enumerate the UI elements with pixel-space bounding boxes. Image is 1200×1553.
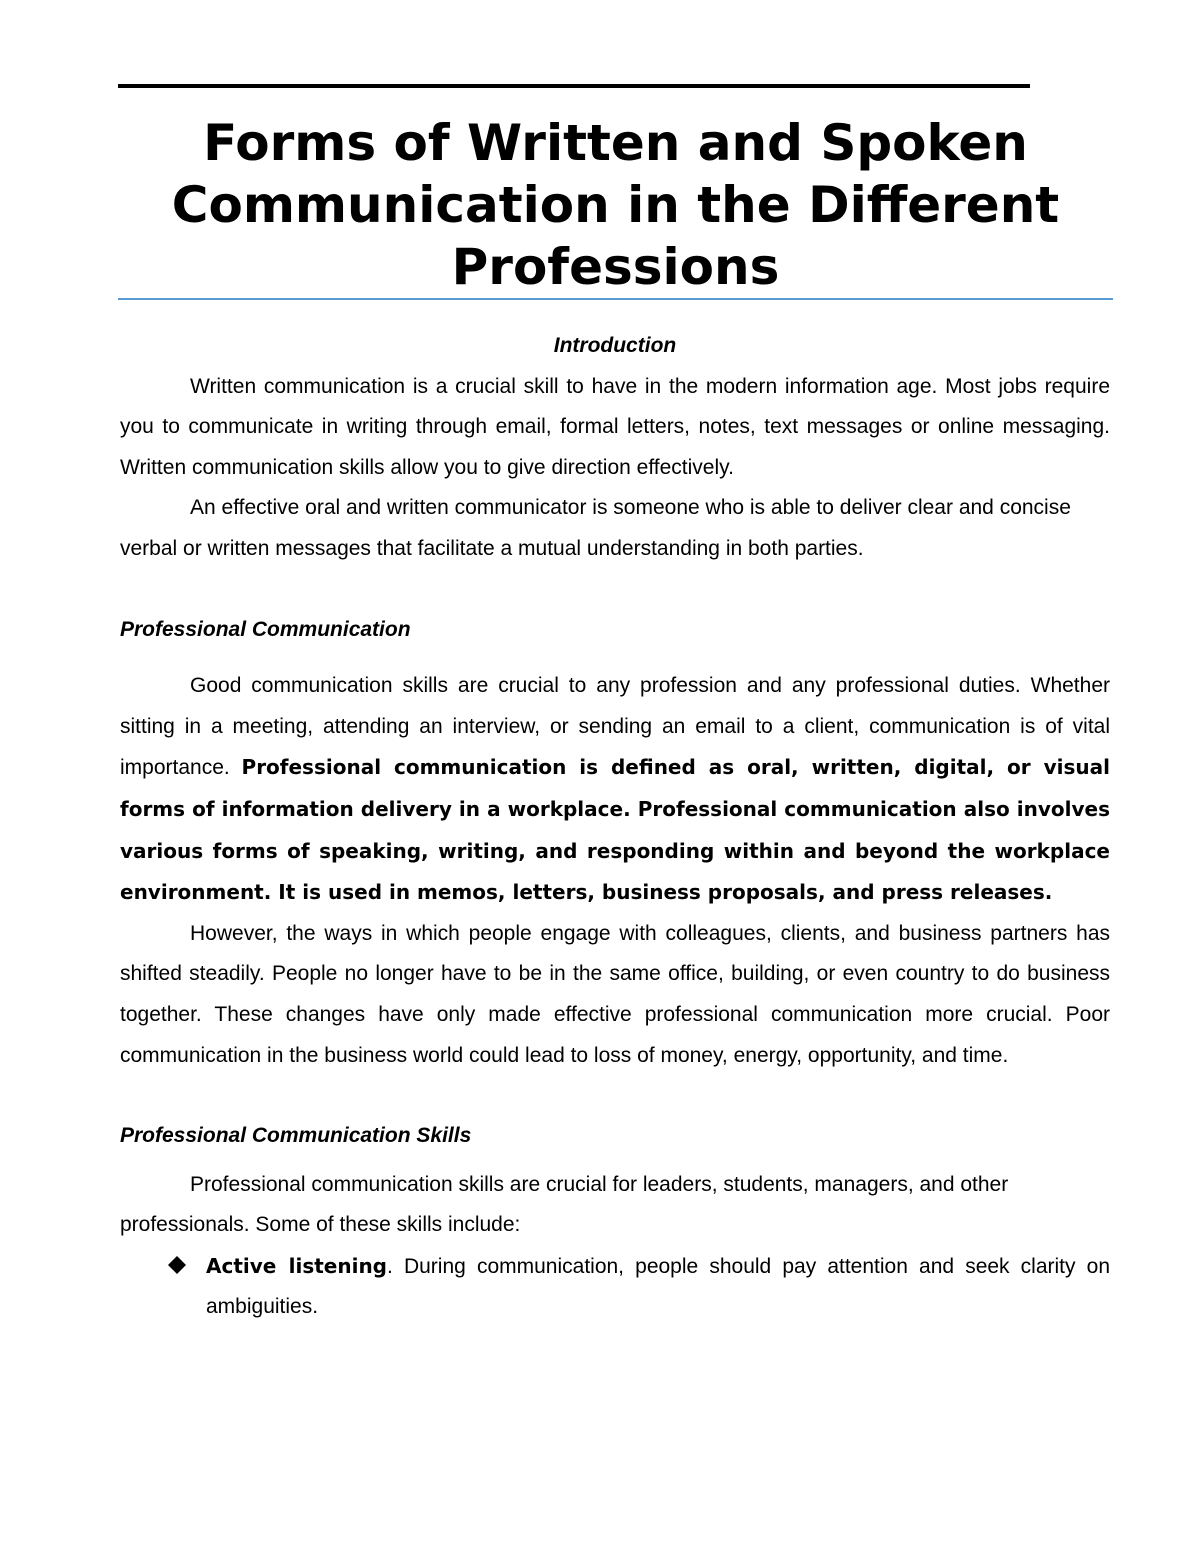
document-body xyxy=(120,326,1110,1328)
skills-list xyxy=(120,1246,1110,1328)
section-heading-professional-communication-skills: Professional Communication Skills xyxy=(120,1124,472,1148)
diamond-bullet-icon xyxy=(166,1254,188,1276)
section-professional-communication xyxy=(120,610,1110,1077)
skill-term: Active listening xyxy=(206,1253,387,1278)
section-heading-introduction: Introduction xyxy=(553,334,677,357)
title-underline-rule xyxy=(118,298,1113,300)
introduction-paragraph-2: An effective oral and written communicator is someone who is able to deliver clear and concise verbal or written messages that facilitate a mutual understanding in both parties. xyxy=(120,496,1071,560)
professional-communication-paragraph-1 xyxy=(120,666,1110,914)
section-professional-communication-skills xyxy=(120,1116,1110,1328)
paragraph-plain-text: Good communication skills are crucial to any profession and any professional duties. Whether sitting in a meeting, attending an interview, or sending an email to a client, communication is of vital importance. xyxy=(120,674,1110,780)
section-introduction xyxy=(120,326,1110,570)
skill-description: . During communication, people should pay attention and seek clarity on ambiguities. xyxy=(206,1254,1111,1319)
section-heading-professional-communication: Professional Communication xyxy=(120,617,411,641)
top-horizontal-rule xyxy=(118,84,1030,88)
list-item xyxy=(120,1246,1110,1328)
definition-bold-text: Professional communication is defined as oral, written, digital, or visual forms of information delivery in a workplace. Professional communication also involves various forms of speaking, writing, and responding within and beyond the workplace environment. It is used in memos, letters, business proposals, and press releases. xyxy=(120,755,1110,905)
skills-intro-paragraph: Professional communication skills are crucial for leaders, students, managers, and other professionals. Some of these skills include: xyxy=(120,1172,1009,1237)
introduction-paragraph-1: Written communication is a crucial skill to have in the modern information age. Most jobs require you to communicate in writing through email, formal letters, notes, text messages or online messaging. Written communication skills allow you to give direction effectively. xyxy=(120,374,1110,479)
professional-communication-paragraph-2: However, the ways in which people engage with colleagues, clients, and business partners has shifted steadily. People no longer have to be in the same office, building, or even country to do business together. These changes have only made effective professional communication more crucial. Poor communication in the business world could lead to loss of money, energy, opportunity, and time. xyxy=(120,921,1110,1067)
document-title: Forms of Written and Spoken Communication in the Different Professions xyxy=(171,114,1060,296)
